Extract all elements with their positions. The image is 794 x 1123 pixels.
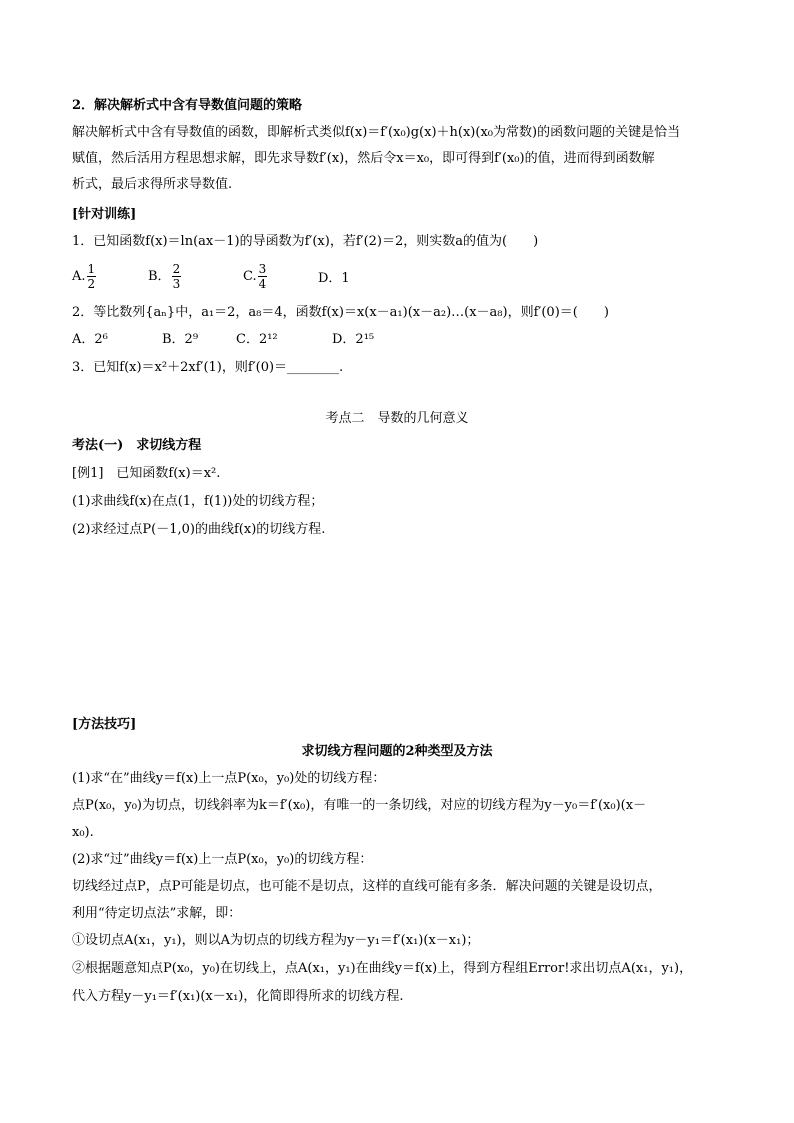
fraction: $\frac{1}{2}$ — [87, 262, 96, 291]
q2-option-d: D．2¹⁵ — [332, 332, 375, 347]
tips-line: 利用“待定切点法”求解，即： — [72, 906, 242, 921]
tips-line: ②根据题意知点P(x₀，y₀)在切线上，点A(x₁，y₁)在曲线y＝f(x)上，得到方程组Error!求出切点A(x₁，y₁)， — [72, 961, 693, 976]
question-2: 2．等比数列{aₙ}中，a₁＝2，a₈＝4，函数f(x)＝x(x－a₁)(x－a₂)…(x－a₈)，则f′(0)＝( ) — [72, 305, 609, 320]
section-heading: 2．解决解析式中含有导数值问题的策略 — [72, 98, 303, 113]
tips-line: 点P(x₀，y₀)为切点，切线斜率为k＝f′(x₀)，有唯一的一条切线，对应的切线方程为y－y₀＝f′(x₀)(x－ — [72, 798, 647, 813]
training-heading: [针对训练] — [72, 207, 137, 222]
tips-heading: [方法技巧] — [72, 717, 137, 732]
q2-option-b: B．2⁹ — [162, 332, 199, 347]
q1-option-d: D．1 — [318, 271, 350, 286]
example-part-1: (1)求曲线f(x)在点(1，f(1))处的切线方程； — [72, 494, 324, 509]
tips-line: (1)求“在”曲线y＝f(x)上一点P(x₀，y₀)处的切线方程： — [72, 771, 386, 786]
tips-line: 代入方程y－y₁＝f′(x₁)(x－x₁)，化简即得所求的切线方程. — [72, 989, 404, 1004]
tips-line: ①设切点A(x₁，y₁)，则以A为切点的切线方程为y－y₁＝f′(x₁)(x－x₁)； — [72, 933, 480, 948]
method-heading: 考法(一) 求切线方程 — [72, 438, 202, 453]
tips-line: 切线经过点P，点P可能是切点，也可能不是切点，这样的直线可能有多条．解决问题的关键是设切点， — [72, 879, 662, 894]
example-part-2: (2)求经过点P(－1,0)的曲线f(x)的切线方程. — [72, 522, 326, 537]
question-3: 3．已知f(x)＝x²＋2xf′(1)，则f′(0)＝________. — [72, 360, 344, 375]
tips-title: 求切线方程问题的2种类型及方法 — [301, 744, 493, 759]
paragraph-line: 解决解析式中含有导数值的函数，即解析式类似f(x)＝f′(x₀)g(x)＋h(x)(x₀为常数)的函数问题的关键是恰当 — [72, 125, 681, 140]
q2-option-a: A．2⁶ — [72, 332, 108, 347]
section-title: 考点二 导数的几何意义 — [325, 411, 469, 426]
example-heading: [例1] 已知函数f(x)＝x². — [72, 466, 221, 481]
fraction: $\frac{3}{4}$ — [258, 262, 267, 291]
q1-option-b: B． $\frac{2}{3}$ — [148, 262, 181, 291]
q2-option-c: C．2¹² — [236, 332, 278, 347]
tips-line: x₀). — [72, 825, 94, 840]
question-1: 1．已知函数f(x)＝ln(ax－1)的导函数为f′(x)，若f′(2)＝2，则实数a的值为( ) — [72, 234, 539, 249]
fraction: $\frac{2}{3}$ — [172, 262, 181, 291]
tips-line: (2)求“过”曲线y＝f(x)上一点P(x₀，y₀)的切线方程： — [72, 852, 373, 867]
paragraph-line: 析式，最后求得所求导数值. — [72, 177, 233, 192]
paragraph-line: 赋值，然后活用方程思想求解，即先求导数f′(x)，然后令x＝x₀，即可得到f′(x₀)的值，进而得到函数解 — [72, 151, 655, 166]
q1-option-c: C. $\frac{3}{4}$ — [243, 262, 267, 291]
q1-option-a: A. $\frac{1}{2}$ — [72, 262, 96, 291]
